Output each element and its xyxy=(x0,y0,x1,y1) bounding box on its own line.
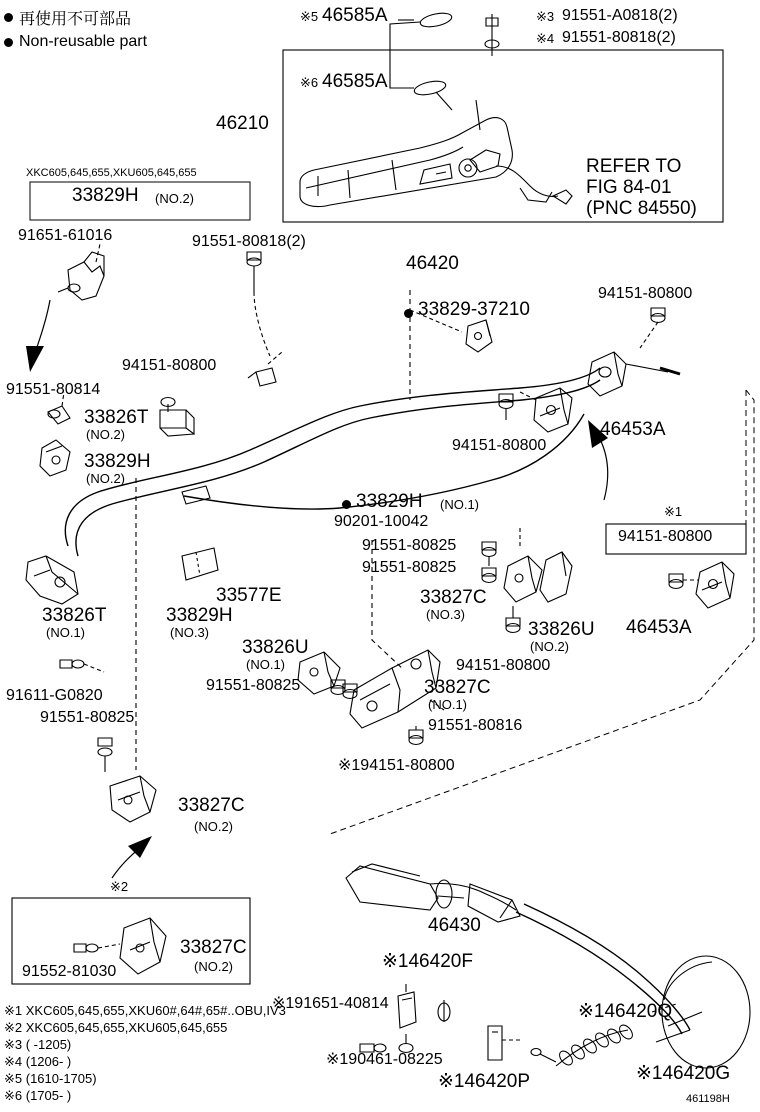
label-star2: ※2 xyxy=(110,879,129,894)
label-91551-80825-a: 91551-80825 xyxy=(362,537,457,554)
label-91651-61016: 91651-61016 xyxy=(18,227,113,244)
label-33827c-no2-mid-suffix: (NO.2) xyxy=(194,819,233,834)
label-46420f: ※146420F xyxy=(382,951,473,972)
label-star1: ※1 xyxy=(664,504,683,519)
part-91551-80818: 91551-80818(2) xyxy=(562,29,676,46)
refer-to-line2: FIG 84-01 xyxy=(586,177,672,198)
label-33826t-no2: 33826T xyxy=(84,407,149,428)
star5-marker: ※5 xyxy=(300,9,319,24)
legend-row-en xyxy=(4,33,147,51)
label-33829h-no2-left: 33829H xyxy=(84,451,151,472)
label-91551-80818-2: 91551-80818(2) xyxy=(192,233,306,250)
label-94151-80800-mid: 94151-80800 xyxy=(452,437,547,454)
footnote-6: ※6 (1705- ) xyxy=(4,1088,72,1103)
label-33826u-no2: 33826U xyxy=(528,619,595,640)
label-46453a-upper: 46453A xyxy=(600,419,666,440)
label-33827c-no3-suffix: (NO.3) xyxy=(426,607,465,622)
label-33829h-no2-top-suffix: (NO.2) xyxy=(155,191,194,206)
label-33826u-no1: 33826U xyxy=(242,637,309,658)
star6-marker: ※6 xyxy=(300,75,319,90)
label-46453a-lower: 46453A xyxy=(626,617,692,638)
label-46420p: ※146420P xyxy=(438,1071,530,1092)
label-33826t-no1: 33826T xyxy=(42,605,107,626)
part-46585a-top: 46585A xyxy=(322,5,388,26)
footnote-4: ※4 (1206- ) xyxy=(4,1054,72,1069)
label-star1-94151-80800: ※194151-80800 xyxy=(338,757,455,774)
label-33577e: 33577E xyxy=(216,585,282,606)
label-33827c-no3: 33827C xyxy=(420,587,487,608)
label-33827c-no2-bottom-suffix: (NO.2) xyxy=(194,959,233,974)
label-33829h-no2-top: 33829H xyxy=(72,185,139,206)
footnote-1: ※1 XKC605,645,655,XKU60#,64#,65#..OBU,IV3 xyxy=(4,1003,286,1018)
label-94151-80800-left: 94151-80800 xyxy=(122,357,217,374)
label-46430: 46430 xyxy=(428,915,481,936)
legend-row-jp xyxy=(4,6,147,29)
label-33826t-no1-suffix: (NO.1) xyxy=(46,625,85,640)
label-94151-80800-box: 94151-80800 xyxy=(618,528,713,545)
label-91552-81030: 91552-81030 xyxy=(22,963,117,980)
bullet-icon-33829h-no1 xyxy=(342,500,351,509)
footnote-5: ※5 (1610-1705) xyxy=(4,1071,97,1086)
label-model-range: XKC605,645,655,XKU605,645,655 xyxy=(26,167,197,179)
legend-text-jp: 再使用不可部品 xyxy=(19,11,132,28)
part-46585a-inner: 46585A xyxy=(322,71,388,92)
label-46420q: ※146420Q xyxy=(578,1001,673,1022)
label-91551-80816: 91551-80816 xyxy=(428,717,523,734)
label-90201-10042: 90201-10042 xyxy=(334,513,429,530)
refer-to-line3: (PNC 84550) xyxy=(586,198,697,219)
label-33829h-no3-suffix: (NO.3) xyxy=(170,625,209,640)
footnote-3: ※3 ( -1205) xyxy=(4,1037,72,1052)
label-46210: 46210 xyxy=(216,113,269,134)
label-46420: 46420 xyxy=(406,253,459,274)
label-91611-g0820: 91611-G0820 xyxy=(6,687,103,704)
bullet-icon-2 xyxy=(4,38,13,47)
label-33827c-no1-suffix: (NO.1) xyxy=(428,697,467,712)
label-33829h-no1: 33829H xyxy=(356,491,423,512)
label-33829-37210: 33829-37210 xyxy=(418,299,530,320)
label-91551-80825-d: 91551-80825 xyxy=(40,709,135,726)
label-91551-80814: 91551-80814 xyxy=(6,381,101,398)
label-33826u-no2-suffix: (NO.2) xyxy=(530,639,569,654)
label-33827c-no1: 33827C xyxy=(424,677,491,698)
legend-text-en: Non-reusable part xyxy=(19,33,148,50)
label-94151-80800-c: 94151-80800 xyxy=(456,657,551,674)
label-91551-80825-b: 91551-80825 xyxy=(362,559,457,576)
star4-marker: ※4 xyxy=(536,31,555,46)
label-90461-08225: ※190461-08225 xyxy=(326,1051,443,1068)
part-91551-a0818: 91551-A0818(2) xyxy=(562,7,678,24)
label-46420g: ※146420G xyxy=(636,1063,731,1084)
label-33829h-no3: 33829H xyxy=(166,605,233,626)
label-33829h-no1-suffix: (NO.1) xyxy=(440,497,479,512)
refer-to-line1: REFER TO xyxy=(586,156,682,177)
star3-marker: ※3 xyxy=(536,9,555,24)
legend xyxy=(4,6,147,51)
label-91551-80825-c: 91551-80825 xyxy=(206,677,301,694)
footnote-2: ※2 XKC605,645,655,XKU605,645,655 xyxy=(4,1020,228,1035)
label-33827c-no2-mid: 33827C xyxy=(178,795,245,816)
bullet-icon-33829-37210 xyxy=(404,309,413,318)
figure-code: 461198H xyxy=(686,1093,730,1105)
label-33826u-no1-suffix: (NO.1) xyxy=(246,657,285,672)
label-91651-40814: ※191651-40814 xyxy=(272,995,389,1012)
bullet-icon xyxy=(4,13,13,22)
label-33827c-no2-bottom: 33827C xyxy=(180,937,247,958)
label-33826t-no2-suffix: (NO.2) xyxy=(86,427,125,442)
label-94151-80800-top: 94151-80800 xyxy=(598,285,693,302)
label-33829h-no2-left-suffix: (NO.2) xyxy=(86,471,125,486)
